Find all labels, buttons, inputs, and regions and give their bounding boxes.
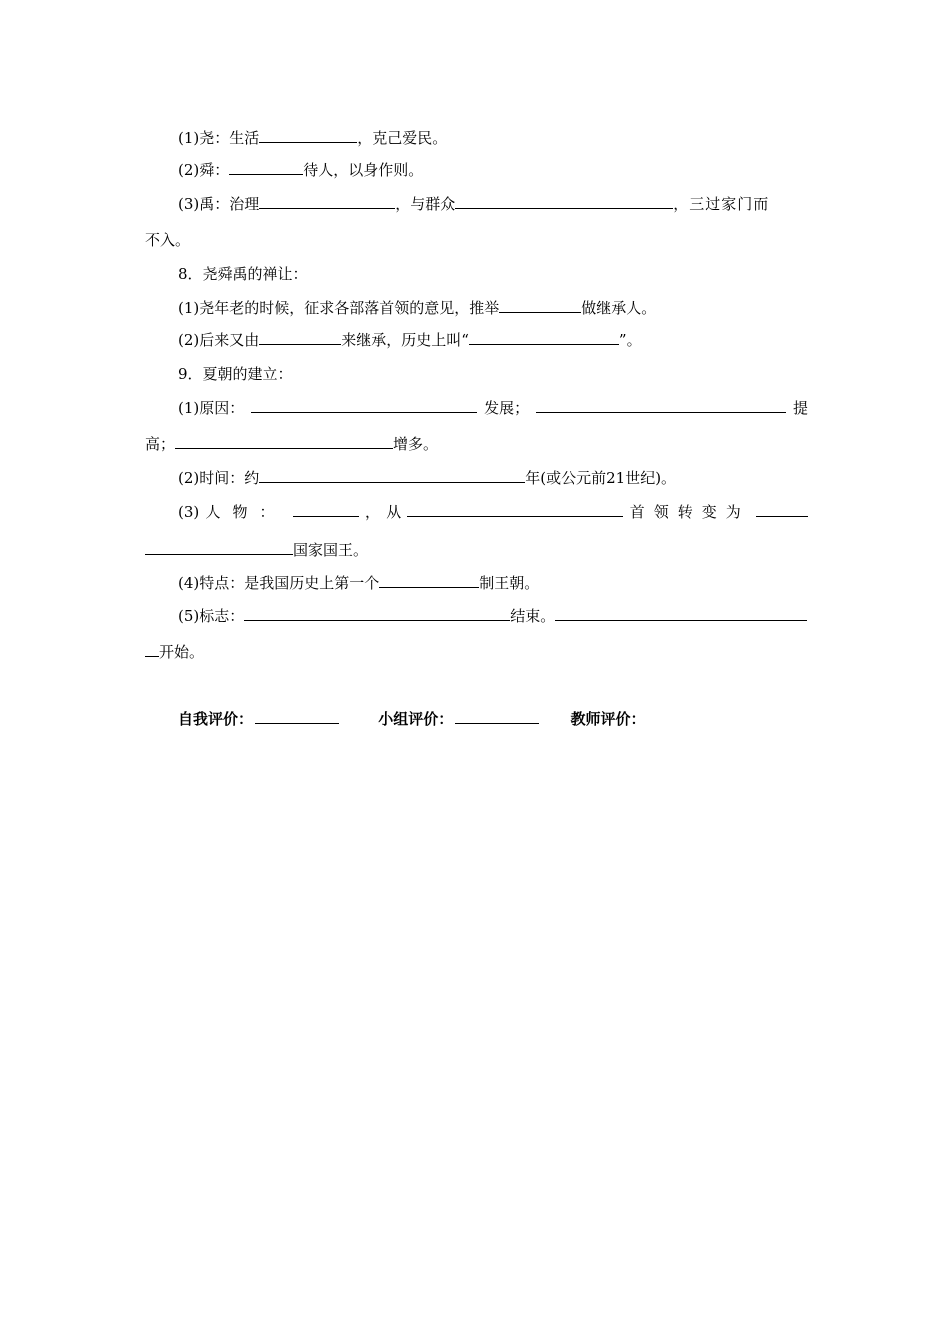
yu-blank-1[interactable] [259,194,395,209]
question-9-line-3-continued [145,540,368,560]
q9-l1-cont-suffix: 增多。 [393,435,439,453]
question-9-line-4 [178,573,539,593]
q9-l5-prefix: (5)标志： [178,607,245,625]
question-8-title [178,264,308,284]
item-yao-prefix: (1)尧：生活 [178,129,260,147]
q9-l3-p1: (3) [178,503,200,521]
item-shun [178,160,423,180]
q9-l3-blank-2[interactable] [407,502,623,517]
item-yao-suffix: ，克己爱民。 [357,129,448,147]
question-9-line-1 [178,398,808,418]
q9-l3-blank-1[interactable] [293,502,359,517]
q8-l2-blank-2[interactable] [469,330,619,345]
q9-l3-blank-4[interactable] [145,540,293,555]
q9-l5-blank-2[interactable] [555,606,807,621]
q9-l1-cont-prefix: 高； [145,435,176,453]
item-yu-mid: ，与群众 [395,195,456,213]
question-8-line-2 [178,330,642,350]
q8-l2-mid: 来继承，历史上叫“ [341,331,469,349]
question-9-line-3 [178,502,808,522]
group-evaluation-blank[interactable] [455,709,539,724]
q9-l1-blank-2[interactable] [536,398,786,413]
q9-l3-c2: 从 [386,503,402,521]
q9-l3-suffix: 国家国王。 [293,541,369,559]
item-yu-suffix: ，三过家门而 [673,195,770,213]
q8-l1-suffix: 做继承人。 [581,299,657,317]
q8-l1-prefix: (1)尧年老的时候，征求各部落首领的意见，推举 [178,299,500,317]
q8-l2-blank-1[interactable] [259,330,341,345]
q9-title: 9．夏朝的建立： [178,365,293,383]
question-8-line-1 [178,298,656,318]
q9-l2-prefix: (2)时间：约 [178,469,260,487]
yao-blank[interactable] [259,128,357,143]
item-yu [178,194,769,214]
question-9-line-1-continued [145,434,438,454]
question-9-title [178,364,293,384]
q9-l5-mid: 结束。 [510,607,556,625]
q9-l5-blank-3[interactable] [145,642,159,657]
group-evaluation-label: 小组评价： [378,710,454,728]
q9-l3-blank-3[interactable] [756,502,808,517]
question-9-line-5-continued [145,642,204,662]
q9-l1-suffix: 提 [792,399,808,417]
item-yu-cont: 不入。 [145,231,191,249]
self-evaluation-label: 自我评价： [178,710,254,728]
q8-title: 8．尧舜禹的禅让： [178,265,308,283]
q9-l3-mid: 首领转变为 [629,503,750,521]
item-yu-prefix: (3)禹：治理 [178,195,260,213]
q8-l2-suffix: ”。 [618,331,642,349]
q9-l1-mid: 发展； [484,399,530,417]
q9-l4-suffix: 制王朝。 [479,574,540,592]
q8-l1-blank[interactable] [499,298,581,313]
q9-l1-blank-1[interactable] [251,398,477,413]
q9-l5-blank-1[interactable] [244,606,510,621]
yu-blank-2[interactable] [455,194,673,209]
q8-l2-prefix: (2)后来又由 [178,331,260,349]
q9-l4-blank[interactable] [379,573,479,588]
teacher-evaluation-label: 教师评价： [570,710,646,728]
q9-l2-suffix: 年(或公元前21世纪)。 [525,469,677,487]
evaluation-row [178,709,646,729]
shun-blank[interactable] [229,160,303,175]
item-shun-prefix: (2)舜： [178,161,230,179]
q9-l1-prefix: (1)原因： [178,399,245,417]
q9-l5-cont-suffix: 开始。 [159,643,205,661]
q9-l3-c1: ， [364,503,380,521]
item-shun-suffix: 待人，以身作则。 [303,161,424,179]
q9-l2-blank[interactable] [259,468,525,483]
question-9-line-5 [178,606,807,626]
item-yu-continued [145,230,190,250]
q9-l3-label: 人物： [205,503,287,521]
q9-l1-blank-3[interactable] [175,434,393,449]
question-9-line-2 [178,468,676,488]
item-yao [178,128,447,148]
q9-l4-prefix: (4)特点：是我国历史上第一个 [178,574,380,592]
self-evaluation-blank[interactable] [255,709,339,724]
